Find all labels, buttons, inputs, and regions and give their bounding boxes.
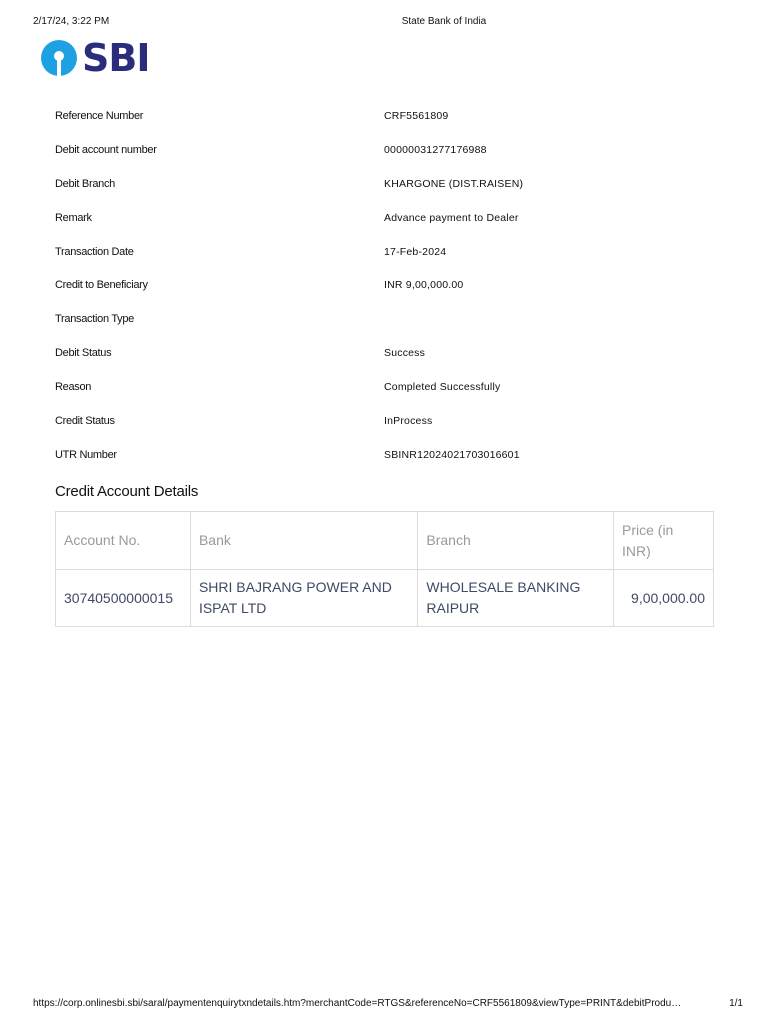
detail-row-debit-branch <box>55 176 715 210</box>
detail-value: SBINR12024021703016601 <box>384 448 520 461</box>
detail-value: CRF5561809 <box>384 110 449 122</box>
credit-account-details-heading: Credit Account Details <box>55 483 199 500</box>
detail-label: Transaction Type <box>55 313 134 326</box>
column-header-price: Price (in INR) <box>614 512 714 570</box>
print-footer <box>33 998 743 1012</box>
detail-label: Transaction Date <box>55 245 134 258</box>
transaction-details <box>55 108 715 481</box>
print-header <box>0 16 768 30</box>
detail-row-utr-number <box>55 447 715 481</box>
detail-value: KHARGONE (DIST.RAISEN) <box>384 177 524 190</box>
detail-value: Success <box>384 347 426 360</box>
detail-label: Debit account number <box>55 143 157 156</box>
print-datetime: 2/17/24, 3:22 PM <box>33 16 110 27</box>
detail-value: Advance payment to Dealer <box>384 211 519 224</box>
detail-label: Debit Status <box>55 347 112 360</box>
detail-label: UTR Number <box>55 448 117 461</box>
detail-value: INR 9,00,000.00 <box>384 279 464 292</box>
sbi-logo-text: SBI <box>82 36 150 80</box>
detail-row-transaction-type <box>55 311 715 345</box>
detail-label: Reference Number <box>55 110 144 122</box>
detail-value: InProcess <box>384 415 433 428</box>
credit-account-table <box>55 511 714 627</box>
cell-price: 9,00,000.00 <box>614 570 714 627</box>
detail-row-transaction-date <box>55 244 715 278</box>
detail-label: Debit Branch <box>55 177 115 190</box>
column-header-bank: Bank <box>190 512 417 570</box>
detail-row-remark <box>55 210 715 244</box>
detail-row-debit-account-number <box>55 142 715 176</box>
print-page-number: 1/1 <box>729 998 743 1009</box>
detail-label: Remark <box>55 211 92 224</box>
detail-row-reference-number <box>55 108 715 142</box>
detail-value: Completed Successfully <box>384 381 501 394</box>
sbi-logo <box>40 36 200 80</box>
detail-label: Credit Status <box>55 415 115 428</box>
table-row <box>56 570 714 627</box>
sbi-keyhole-icon <box>40 39 78 77</box>
detail-label: Credit to Beneficiary <box>55 279 148 292</box>
column-header-branch: Branch <box>418 512 614 570</box>
detail-value: 17-Feb-2024 <box>384 245 447 258</box>
table-header-row <box>56 512 714 570</box>
detail-row-credit-status <box>55 413 715 447</box>
cell-account-no: 30740500000015 <box>56 570 191 627</box>
detail-label: Reason <box>55 381 92 394</box>
detail-row-reason <box>55 379 715 413</box>
print-page-url: https://corp.onlinesbi.sbi/saral/paymentenquirytxndetails.htm?merchantCode=RTGS&referenceNo=CRF5561809&viewType=PRINT&debitProdu… <box>33 998 682 1009</box>
detail-value: 00000031277176988 <box>384 143 487 156</box>
column-header-account-no: Account No. <box>56 512 191 570</box>
cell-bank: SHRI BAJRANG POWER AND ISPAT LTD <box>190 570 417 627</box>
detail-row-debit-status <box>55 345 715 379</box>
cell-branch: WHOLESALE BANKING RAIPUR <box>418 570 614 627</box>
detail-row-credit-to-beneficiary <box>55 277 715 311</box>
print-page-title: State Bank of India <box>401 16 487 27</box>
